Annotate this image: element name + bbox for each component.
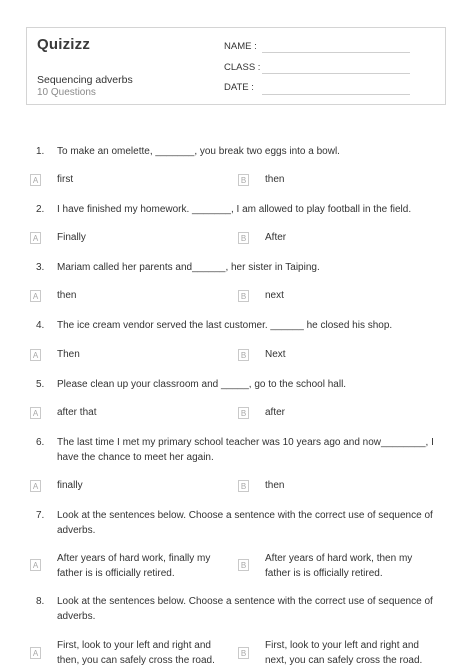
option-text: After years of hard work, then my father is is officially retired.	[265, 553, 413, 579]
option-text: then	[57, 290, 77, 301]
quizizz-logo: Quizizz	[37, 36, 91, 53]
option-letter-box[interactable]: B	[238, 174, 249, 186]
question-number: 2.	[36, 204, 45, 215]
option-letter-box[interactable]: B	[238, 290, 249, 302]
option-letter-box[interactable]: B	[238, 407, 249, 419]
question-text: The last time I met my primary school teacher was 10 years ago and now________, I have the chance to meet her again.	[57, 437, 434, 463]
option-text: then	[265, 480, 285, 491]
question-number: 7.	[36, 510, 45, 521]
option-text: next	[265, 290, 284, 301]
question-text: To make an omelette, _______, you break two eggs into a bowl.	[57, 146, 340, 157]
option-letter-box[interactable]: A	[30, 407, 41, 419]
option-letter-box[interactable]: B	[238, 232, 249, 244]
option-text: after that	[57, 407, 97, 418]
option-letter-box[interactable]: A	[30, 559, 41, 571]
option-text: After	[265, 232, 287, 243]
worksheet-title: Sequencing adverbs	[37, 74, 133, 86]
question-text: Look at the sentences below. Choose a sentence with the correct use of sequence of adverbs.	[57, 596, 433, 622]
question-text: I have finished my homework. _______, I am allowed to play football in the field.	[57, 204, 412, 215]
question-number: 8.	[36, 596, 45, 607]
option-letter-box[interactable]: A	[30, 647, 41, 659]
date-line	[262, 94, 410, 95]
option-letter-box[interactable]: A	[30, 174, 41, 186]
option-text: Next	[265, 349, 286, 360]
option-text: First, look to your left and right and next, you can safely cross the road.	[265, 640, 423, 666]
option-text: First, look to your left and right and then, you can safely cross the road.	[57, 640, 215, 666]
question-number: 3.	[36, 262, 45, 273]
question-number: 5.	[36, 379, 45, 390]
option-letter-box[interactable]: A	[30, 290, 41, 302]
option-text: then	[265, 174, 285, 185]
question-text: The ice cream vendor served the last customer. ______ he closed his shop.	[57, 320, 393, 331]
question-number: 1.	[36, 146, 45, 157]
question-number: 6.	[36, 437, 45, 448]
question-count: 10 Questions	[37, 87, 96, 98]
question-text: Mariam called her parents and______, her sister in Taiping.	[57, 262, 320, 273]
option-text: After years of hard work, finally my father is is officially retired.	[57, 553, 211, 579]
option-text: after	[265, 407, 286, 418]
question-number: 4.	[36, 320, 45, 331]
option-text: first	[57, 174, 74, 185]
option-text: Then	[57, 349, 80, 360]
option-letter-box[interactable]: B	[238, 480, 249, 492]
option-text: Finally	[57, 232, 86, 243]
option-letter-box[interactable]: A	[30, 349, 41, 361]
question-text: Look at the sentences below. Choose a sentence with the correct use of sequence of adverbs.	[57, 510, 433, 536]
option-letter-box[interactable]: B	[238, 349, 249, 361]
option-letter-box[interactable]: A	[30, 480, 41, 492]
option-text: finally	[57, 480, 83, 491]
name-line	[262, 52, 410, 53]
option-letter-box[interactable]: B	[238, 647, 249, 659]
class-line	[262, 73, 410, 74]
option-letter-box[interactable]: B	[238, 559, 249, 571]
class-label: CLASS :	[224, 62, 261, 73]
question-text: Please clean up your classroom and _____, go to the school hall.	[57, 379, 347, 390]
date-label: DATE :	[224, 82, 254, 93]
name-label: NAME :	[224, 41, 257, 52]
option-letter-box[interactable]: A	[30, 232, 41, 244]
